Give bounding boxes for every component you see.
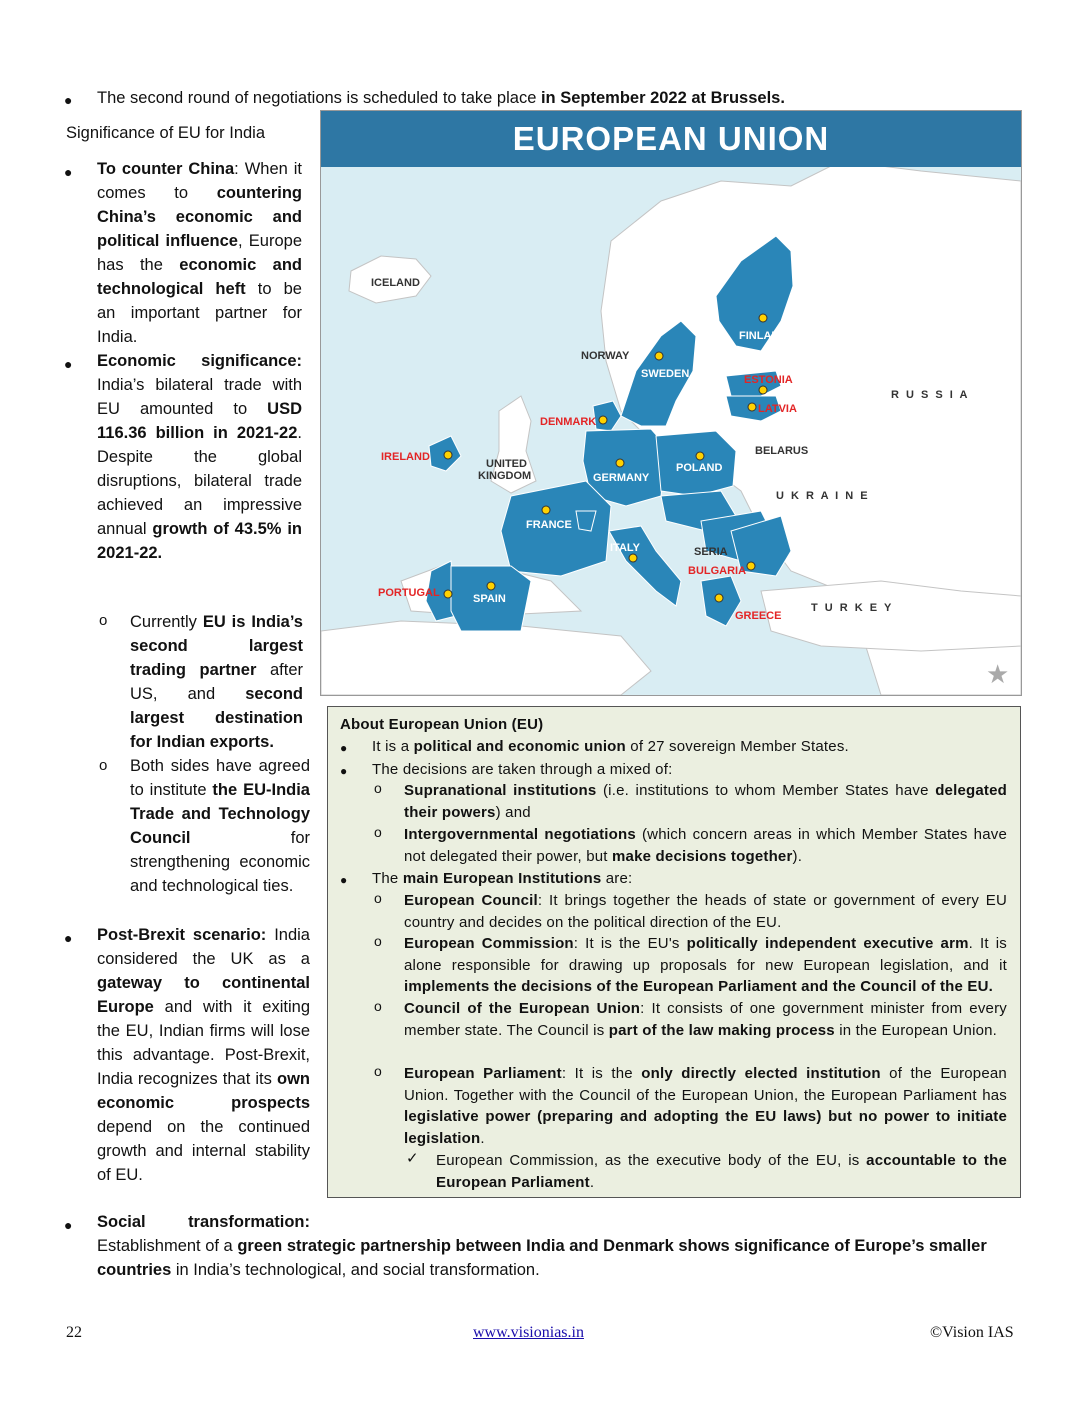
- economic-bold1: USD 116.36 billion in 2021-22: [97, 400, 302, 442]
- social-text2: in India’s technological, and social transformation.: [171, 1261, 540, 1279]
- parliament-bold2: only directly elected institution: [641, 1065, 881, 1082]
- bullet-icon: ●: [64, 92, 73, 108]
- economic-label: Economic significance:: [97, 352, 302, 370]
- bullet-icon: ●: [64, 1217, 73, 1233]
- website-link[interactable]: www.visionias.in: [473, 1324, 584, 1341]
- social-paragraph: [97, 1234, 1027, 1282]
- parliament-text2: of the European Union. Together with the Council of the European Union, the European Parliament has: [404, 1065, 1007, 1104]
- bullet-icon: ●: [340, 764, 348, 778]
- brexit-label: Post-Brexit scenario:: [97, 926, 267, 944]
- intergov-text2: ).: [792, 847, 803, 865]
- council-eu-bold: Council of the European Union: [404, 1000, 641, 1017]
- label-bulgaria: BULGARIA: [688, 565, 747, 577]
- label-turkey: T U R K E Y: [811, 602, 894, 614]
- supranational-bold2: delegated their powers: [404, 782, 1008, 821]
- economic-sub2: [130, 754, 310, 898]
- supranational-text: (i.e. institutions to whom Member States have: [596, 782, 936, 799]
- label-france: FRANCE: [526, 519, 572, 531]
- label-greece: GREECE: [735, 610, 782, 622]
- b1-text1: It is a: [372, 738, 414, 755]
- brexit-paragraph: [97, 923, 310, 1187]
- about-european-commission: [404, 933, 1007, 998]
- about-eu-box: [327, 706, 1021, 1198]
- brexit-bold2: own economic prospects: [97, 1070, 310, 1112]
- label-serbia: SERIA: [694, 546, 728, 558]
- council-eu-bold2: part of the law making process: [608, 1021, 835, 1039]
- b3-text2: are:: [601, 870, 633, 887]
- council-bold: European Council: [404, 892, 538, 909]
- star-icon: ★: [986, 659, 1010, 689]
- map-title: EUROPEAN UNION: [321, 111, 1021, 167]
- label-uk-2: KINGDOM: [478, 470, 532, 482]
- label-iceland: ICELAND: [371, 277, 420, 289]
- check-text1: European Commission, as the executive body of the EU, is: [436, 1152, 867, 1169]
- economic-text1: India’s bilateral trade with EU amounted to: [97, 376, 302, 418]
- b3-text1: The: [372, 870, 403, 887]
- intro-text: The second round of negotiations is scheduled to take place: [97, 89, 541, 107]
- social-label: Social transformation:: [97, 1213, 310, 1231]
- copyright: ©Vision IAS: [930, 1324, 1014, 1341]
- social-bold1: green strategic partnership between India and Denmark shows significance of Europe’s smaller countries: [97, 1237, 987, 1279]
- check-bold: accountable to the European Parliament: [436, 1152, 1007, 1191]
- sub-bullet-icon: o: [374, 933, 382, 949]
- intergov-bold2: make decisions together: [612, 847, 793, 865]
- eu-map: [320, 110, 1022, 696]
- sub1-bold2: second largest destination for Indian exports.: [130, 685, 303, 751]
- brexit-text1: India considered the UK as a: [97, 926, 310, 968]
- intergov-bold: Intergovernmental negotiations: [404, 826, 636, 843]
- label-estonia: ESTONIA: [744, 374, 793, 386]
- bullet-icon: ●: [64, 164, 73, 180]
- label-norway: NORWAY: [581, 350, 630, 362]
- about-check-accountable: [436, 1150, 1007, 1193]
- about-european-council: [404, 890, 1007, 933]
- label-portugal: PORTUGAL: [378, 587, 440, 599]
- label-uk-1: UNITED: [486, 458, 527, 470]
- checkmark-icon: ✓: [406, 1150, 419, 1167]
- counter-china-bold: countering China’s economic and political influence: [97, 184, 302, 250]
- b1-text2: of 27 sovereign Member States.: [625, 738, 849, 755]
- brexit-text2: and with it exiting the EU, Indian firms will lose this advantage. Post-Brexit, India recognizes that its: [97, 998, 310, 1088]
- label-ukraine: U K R A I N E: [776, 490, 870, 502]
- parliament-bold: European Parliament: [404, 1065, 562, 1082]
- supranational-bold: Supranational institutions: [404, 782, 597, 799]
- sub-bullet-icon: o: [99, 612, 108, 629]
- brexit-bold1: gateway to continental Europe: [97, 974, 310, 1016]
- section-heading: Significance of EU for India: [66, 124, 266, 142]
- intro-bullet-text: [97, 86, 997, 110]
- b3-bold: main European Institutions: [402, 870, 602, 887]
- label-denmark: DENMARK: [540, 416, 597, 428]
- sub-bullet-icon: o: [374, 824, 382, 840]
- social-text1: Establishment of a: [97, 1237, 238, 1255]
- council-eu-text1: : It consists of one government minister from every member state. The Council is: [404, 1000, 1007, 1039]
- sub2-bold1: the EU-India Trade and Technology Council: [130, 781, 310, 847]
- intro-bold: in September 2022 at Brussels.: [540, 89, 785, 107]
- sub-bullet-icon: o: [374, 998, 382, 1014]
- about-european-parliament: [404, 1063, 1007, 1150]
- council-eu-text2: in the European Union.: [834, 1021, 998, 1039]
- commission-text1: : It is the EU's: [573, 935, 687, 952]
- label-italy: ITALY: [610, 542, 640, 554]
- about-bullet-3: [372, 868, 1012, 890]
- sub2-text1: Both sides have agreed to institute: [130, 757, 310, 799]
- bullet-icon: ●: [64, 356, 73, 372]
- commission-bold: European Commission: [404, 935, 574, 952]
- counter-china-text2: , Europe has the: [97, 232, 303, 274]
- sub2-text2: for strengthening economic and technological ties.: [130, 829, 310, 895]
- counter-china-bold2: economic and technological heft: [97, 256, 302, 298]
- economic-paragraph: [97, 349, 302, 565]
- brexit-text3: depend on the continued growth and internal stability of EU.: [97, 1118, 310, 1184]
- label-poland: POLAND: [676, 462, 723, 474]
- sub1-text2: after US, and: [130, 661, 303, 703]
- bullet-icon: ●: [340, 741, 348, 755]
- page-number: 22: [66, 1324, 82, 1341]
- label-belarus: BELARUS: [755, 445, 809, 457]
- counter-china-text: : When it comes to: [97, 160, 302, 202]
- commission-text2: . It is alone responsible for drawing up proposals for new European legislation, and it: [404, 935, 1007, 974]
- supranational-text2: ) and: [495, 803, 531, 821]
- economic-bold2: growth of 43.5% in 2021-22.: [97, 520, 302, 562]
- about-title: About European Union (EU): [340, 716, 544, 733]
- b1-bold: political and economic union: [413, 738, 626, 755]
- label-finland: FINLAND: [739, 330, 788, 342]
- sub1-bold1: EU is India’s second largest trading partner: [130, 613, 303, 679]
- parliament-text3: .: [480, 1130, 485, 1148]
- sub-bullet-icon: o: [374, 780, 382, 796]
- intergov-text: (which concern areas in which Member States have not delegated their power, but: [404, 826, 1007, 865]
- sub1-text1: Currently: [130, 613, 203, 631]
- counter-china-text3: to be an important partner for India.: [97, 280, 302, 346]
- label-latvia: LATVIA: [758, 403, 797, 415]
- commission-bold2: politically independent executive arm: [686, 935, 969, 952]
- label-russia: R U S S I A: [891, 389, 970, 401]
- parliament-text1: : It is the: [561, 1065, 642, 1082]
- sub-bullet-icon: o: [374, 1063, 382, 1079]
- about-bullet-1: [372, 736, 1012, 758]
- counter-china-paragraph: [97, 157, 302, 349]
- counter-china-label: To counter China: [97, 160, 235, 178]
- commission-bold3: implements the decisions of the European Parliament and the Council of the EU.: [404, 978, 994, 996]
- sub-bullet-icon: o: [99, 757, 108, 774]
- eu-map-svg: [321, 111, 1021, 695]
- label-germany: GERMANY: [593, 472, 650, 484]
- label-ireland: IRELAND: [381, 451, 430, 463]
- about-sub-supranational: [404, 780, 1007, 823]
- bullet-icon: ●: [340, 873, 348, 887]
- about-bullet-2: The decisions are taken through a mixed of:: [372, 761, 673, 778]
- label-spain: SPAIN: [473, 593, 506, 605]
- bullet-icon: ●: [64, 930, 73, 946]
- about-sub-intergovernmental: [404, 824, 1007, 867]
- social-label-line: [97, 1210, 310, 1234]
- sub-bullet-icon: o: [374, 890, 382, 906]
- economic-sub1: [130, 610, 303, 754]
- about-council-eu: [404, 998, 1007, 1041]
- parliament-bold3: legislative power (preparing and adopting the EU laws) but no power to initiate legislation: [404, 1108, 1007, 1148]
- council-text: : It brings together the heads of state or government of every EU country and decides on the political direction of the EU.: [404, 892, 1007, 931]
- label-sweden: SWEDEN: [641, 368, 690, 380]
- economic-text2: . Despite the global disruptions, bilateral trade achieved an impressive annual: [97, 424, 302, 538]
- check-text2: .: [589, 1173, 595, 1191]
